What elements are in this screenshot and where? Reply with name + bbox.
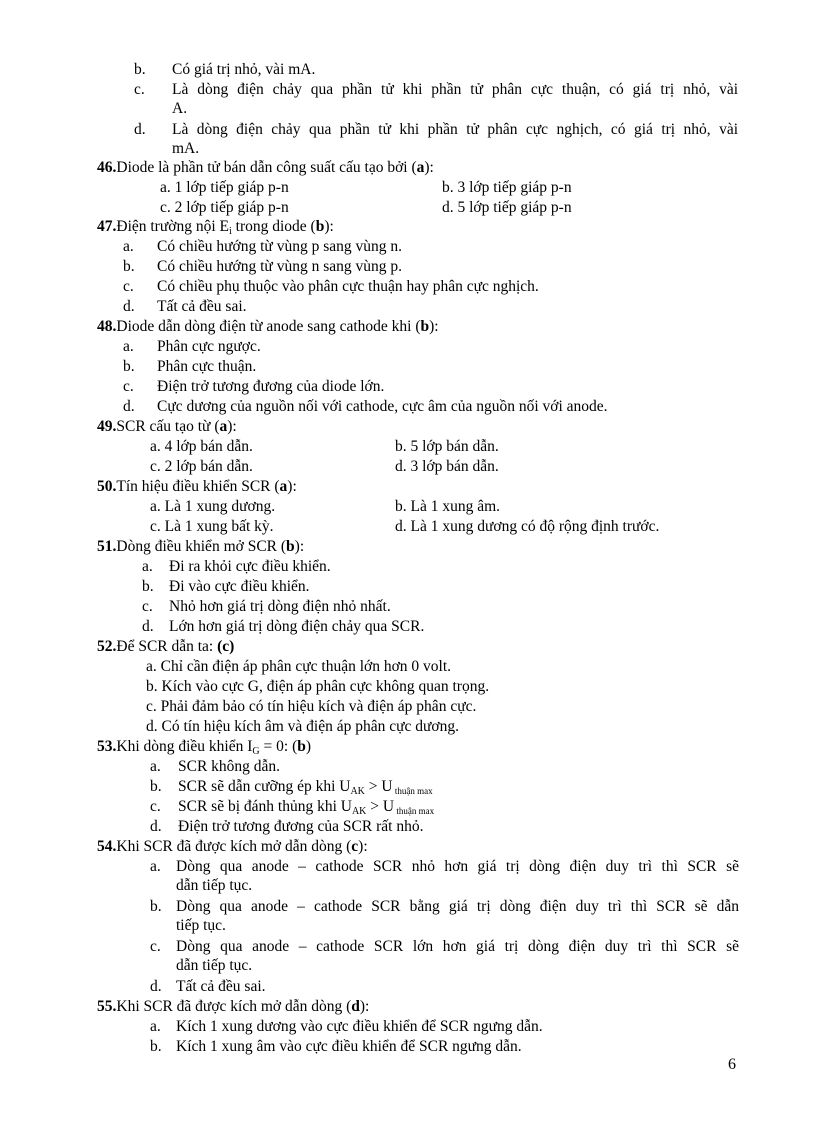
option-text-cont: mA. <box>172 140 200 157</box>
question-number: 46. <box>97 159 117 176</box>
question-text: Diode dẫn dòng điện từ anode sang cathode khi ( <box>116 318 421 335</box>
question-close: ): <box>324 218 334 235</box>
option-letter: a. <box>150 758 161 775</box>
option-letter: b. <box>150 1038 162 1055</box>
option-letter: b. <box>134 61 146 78</box>
option-text: Nhỏ hơn giá trị dòng điện nhỏ nhất. <box>169 598 391 615</box>
question-47 <box>97 217 334 236</box>
question-text: SCR cấu tạo từ ( <box>116 418 220 435</box>
option-b: b. 5 lớp bán dẫn. <box>395 438 499 455</box>
question-48 <box>97 317 439 336</box>
question-49 <box>97 417 237 436</box>
question-text: Khi SCR đã được kích mở dẫn dòng ( <box>116 998 352 1015</box>
option-d: d. Có tín hiệu kích âm và điện áp phân cực dương. <box>146 718 459 735</box>
question-number: 48. <box>97 318 117 335</box>
option-letter: a. <box>123 238 134 255</box>
question-text: Dòng điều khiển mở SCR ( <box>116 538 287 555</box>
question-number: 51. <box>97 538 117 555</box>
option-text: Điện trở tương đương của SCR rất nhỏ. <box>178 818 424 835</box>
option-text-cont: tiếp tục. <box>176 917 226 934</box>
subscript: thuận max <box>394 806 435 816</box>
option-b: b. 3 lớp tiếp giáp p-n <box>442 179 572 196</box>
question-close: ): <box>287 478 297 495</box>
option-text: Dòng qua anode – cathode SCR bằng giá trị dòng điện duy trì thì SCR sẽ dẫn <box>176 898 739 915</box>
question-number: 50. <box>97 478 117 495</box>
option-text: Có chiều hướng từ vùng n sang vùng p. <box>157 258 402 275</box>
option-text: Phân cực thuận. <box>157 358 257 375</box>
option-text: Dòng qua anode – cathode SCR nhỏ hơn giá trị dòng điện duy trì thì SCR sẽ <box>176 858 739 875</box>
question-close: ): <box>429 318 439 335</box>
question-number: 55. <box>97 998 117 1015</box>
option-letter: a. <box>123 338 134 355</box>
option-text-part: > U <box>364 778 393 795</box>
question-text: = 0: ( <box>259 738 298 755</box>
question-text: Tín hiệu điều khiển SCR ( <box>116 478 280 495</box>
option-text: Kích 1 xung dương vào cực điều khiển để SCR ngưng dẫn. <box>176 1018 543 1035</box>
option-text: Lớn hơn giá trị dòng điện chảy qua SCR. <box>169 618 425 635</box>
option-text: Tất cả đều sai. <box>176 978 266 995</box>
question-52 <box>97 637 234 656</box>
option-letter: b. <box>123 358 135 375</box>
option-text: Tất cả đều sai. <box>157 298 247 315</box>
subscript: G <box>252 746 260 757</box>
option-text: Là dòng điện chảy qua phần tử khi phần tử phân cực nghịch, có giá trị nhỏ, vài <box>172 121 738 138</box>
answer-key: c <box>351 838 359 855</box>
option-text: Phân cực ngược. <box>157 338 261 355</box>
answer-key: a <box>416 159 425 176</box>
option-text: Là dòng điện chảy qua phần tử khi phần tử phân cực thuận, có giá trị nhỏ, vài <box>172 81 738 98</box>
question-50 <box>97 477 297 496</box>
option-text: Điện trở tương đương của diode lớn. <box>157 378 385 395</box>
option-letter: c. <box>142 598 153 615</box>
question-53 <box>97 737 311 756</box>
option-letter: c. <box>123 378 134 395</box>
question-number: 53. <box>97 738 117 755</box>
option-d: d. 5 lớp tiếp giáp p-n <box>442 199 572 216</box>
option-letter: b. <box>150 898 162 915</box>
subscript: thuận max <box>392 786 433 796</box>
question-close: ): <box>358 838 368 855</box>
option-text: Kích 1 xung âm vào cực điều khiển để SCR ngưng dẫn. <box>176 1038 522 1055</box>
option-c: c. 2 lớp tiếp giáp p-n <box>160 199 289 216</box>
option-text: Dòng qua anode – cathode SCR lớn hơn giá trị dòng điện duy trì thì SCR sẽ <box>176 938 739 955</box>
option-text <box>178 777 433 796</box>
option-text: Cực dương của nguồn nối với cathode, cực âm của nguồn nối với anode. <box>157 398 608 415</box>
answer-key: b <box>315 218 325 235</box>
option-text <box>178 797 434 816</box>
option-text-cont: dẫn tiếp tục. <box>176 877 253 894</box>
question-text: Khi SCR đã được kích mở dẫn dòng ( <box>116 838 352 855</box>
option-letter: d. <box>150 978 162 995</box>
option-text: Đi ra khỏi cực điều khiển. <box>169 558 331 575</box>
option-b: b. Là 1 xung âm. <box>395 498 501 515</box>
answer-key: d <box>351 998 360 1015</box>
question-46 <box>97 158 434 177</box>
subscript: AK <box>350 786 365 797</box>
option-d: d. 3 lớp bán dẫn. <box>395 458 499 475</box>
option-letter: a. <box>142 558 153 575</box>
option-letter: c. <box>150 938 161 955</box>
option-d: d. Là 1 xung dương có độ rộng định trước. <box>395 518 660 535</box>
option-text-part: SCR sẽ dẫn cưỡng ép khi U <box>178 778 351 795</box>
subscript: i <box>228 226 232 237</box>
option-text-cont: dẫn tiếp tục. <box>176 957 253 974</box>
question-number: 52. <box>97 638 117 655</box>
option-text: SCR không dẫn. <box>178 758 281 775</box>
option-a: a. Chỉ cần điện áp phân cực thuận lớn hơn 0 volt. <box>146 658 452 675</box>
option-text-cont: A. <box>172 100 188 117</box>
question-number: 49. <box>97 418 117 435</box>
question-text: Để SCR dẫn ta: <box>116 638 218 655</box>
option-c: c. Phải đảm bảo có tín hiệu kích và điện áp phân cực. <box>146 698 477 715</box>
answer-key: b <box>297 738 306 755</box>
option-letter: a. <box>150 1018 161 1035</box>
answer-key: a <box>279 478 288 495</box>
answer-key: b <box>286 538 295 555</box>
option-letter: c. <box>150 798 161 815</box>
question-number: 54. <box>97 838 117 855</box>
option-letter: c. <box>134 81 145 98</box>
option-letter: b. <box>150 778 162 795</box>
answer-key: a <box>219 418 228 435</box>
option-letter: b. <box>123 258 135 275</box>
question-55 <box>97 997 369 1016</box>
option-letter: d. <box>142 618 154 635</box>
question-close: ): <box>227 418 237 435</box>
question-text: trong diode ( <box>231 218 316 235</box>
option-letter: d. <box>150 818 162 835</box>
question-close: ): <box>294 538 305 555</box>
question-54 <box>97 837 368 856</box>
answer-key: b <box>420 318 430 335</box>
option-text-part: > U <box>366 798 395 815</box>
question-text: Diode là phần tử bán dẫn công suất cấu tạo bởi ( <box>116 159 417 176</box>
subscript: AK <box>351 806 367 817</box>
option-a: a. 4 lớp bán dẫn. <box>150 438 253 455</box>
option-letter: c. <box>123 278 134 295</box>
option-letter: d. <box>123 298 135 315</box>
question-number: 47. <box>97 218 117 235</box>
option-letter: b. <box>142 578 154 595</box>
option-text: Có giá trị nhỏ, vài mA. <box>172 61 316 78</box>
option-text: Có chiều hướng từ vùng p sang vùng n. <box>157 238 402 255</box>
option-a: a. Là 1 xung dương. <box>150 498 276 515</box>
option-text: Đi vào cực điều khiển. <box>169 578 310 595</box>
option-c: c. Là 1 xung bất kỳ. <box>150 518 274 535</box>
option-letter: d. <box>123 398 135 415</box>
option-b: b. Kích vào cực G, điện áp phân cực không quan trọng. <box>146 678 490 695</box>
option-c: c. 2 lớp bán dẫn. <box>150 458 253 475</box>
option-letter: d. <box>134 121 146 138</box>
question-close: ) <box>305 738 312 755</box>
question-51 <box>97 537 304 556</box>
question-close: ): <box>424 159 434 176</box>
option-letter: a. <box>150 858 161 875</box>
page-number: 6 <box>728 1056 736 1073</box>
question-text: Khi dòng điều khiển I <box>116 738 253 755</box>
option-text-part: SCR sẽ bị đánh thủng khi U <box>178 798 352 815</box>
answer-key: (c) <box>217 638 235 655</box>
option-a: a. 1 lớp tiếp giáp p-n <box>160 179 289 196</box>
option-text: Có chiều phụ thuộc vào phân cực thuận hay phân cực nghịch. <box>157 278 539 295</box>
question-close: ): <box>359 998 370 1015</box>
question-text: Điện trường nội E <box>116 218 229 235</box>
